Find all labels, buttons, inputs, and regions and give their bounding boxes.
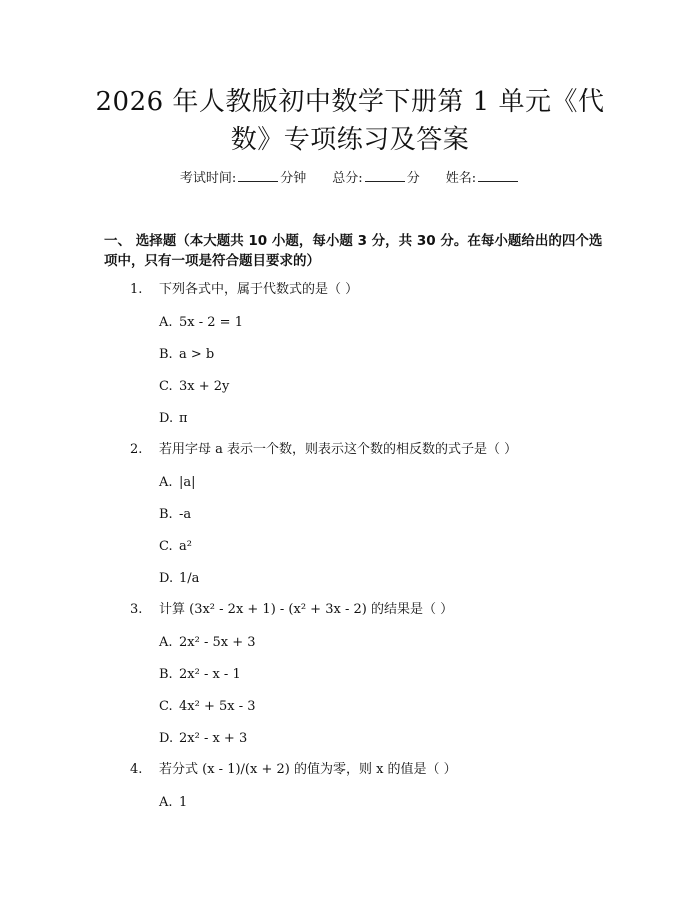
option	[159, 793, 187, 813]
option	[159, 345, 214, 365]
question-number: 3.	[130, 602, 143, 617]
question-text: 下列各式中，属于代数式的是（ ）	[159, 282, 359, 297]
option-text: π	[179, 411, 188, 426]
option-text: 1	[179, 795, 188, 810]
option-text: 2x² - 5x + 3	[179, 635, 256, 650]
option	[159, 697, 256, 717]
question-text: 计算 (3x² - 2x + 1) - (x² + 3x - 2) 的结果是（ ）	[159, 602, 454, 617]
exam-meta	[0, 168, 700, 189]
option	[159, 473, 196, 493]
question-text: 若分式 (x - 1)/(x + 2) 的值为零，则 x 的值是（ ）	[159, 762, 457, 777]
option-text: |a|	[179, 475, 196, 490]
question-number: 4.	[130, 762, 143, 777]
option-text: a > b	[179, 347, 215, 362]
option-label: A.	[159, 315, 173, 330]
option-label: C.	[159, 379, 173, 394]
option-label: C.	[159, 699, 173, 714]
option-label: D.	[159, 571, 174, 586]
time-label: 考试时间:	[179, 171, 237, 186]
page-title-line-2: 数》专项练习及答案	[230, 125, 470, 155]
option	[159, 665, 241, 685]
question-number: 1.	[130, 282, 143, 297]
option-text: 5x - 2 = 1	[179, 315, 243, 330]
option	[159, 409, 188, 429]
option	[159, 729, 247, 749]
option-label: A.	[159, 795, 173, 810]
question-text: 若用字母 a 表示一个数，则表示这个数的相反数的式子是（ ）	[159, 442, 518, 457]
option-text: 3x + 2y	[179, 379, 230, 394]
option-label: B.	[159, 667, 173, 682]
option-label: B.	[159, 347, 173, 362]
option-text: 1/a	[179, 571, 200, 586]
option-label: C.	[159, 539, 173, 554]
question-number: 2.	[130, 442, 143, 457]
option	[159, 313, 243, 333]
time-unit: 分钟	[280, 171, 307, 186]
name-blank	[478, 168, 518, 182]
option	[159, 505, 191, 525]
option-text: 2x² - x + 3	[179, 731, 248, 746]
option-label: A.	[159, 635, 173, 650]
option	[159, 537, 192, 557]
option-label: B.	[159, 507, 173, 522]
option-label: D.	[159, 411, 174, 426]
section-heading-line-2: 项中，只有一项是符合题目要求的）	[104, 253, 320, 269]
option-text: a²	[179, 539, 192, 554]
name-label: 姓名:	[445, 171, 477, 186]
option-label: A.	[159, 475, 173, 490]
score-label: 总分:	[332, 171, 363, 186]
section-heading-line-1: 一、 选择题（本大题共 10 小题，每小题 3 分，共 30 分。在每小题给出的四个选	[104, 233, 603, 249]
option	[159, 569, 199, 589]
page-title-line-1: 2026 年人教版初中数学下册第 1 单元《代	[95, 87, 605, 117]
option-label: D.	[159, 731, 174, 746]
score-blank	[365, 168, 405, 182]
option-text: -a	[179, 507, 192, 522]
option-text: 2x² - x - 1	[179, 667, 241, 682]
option	[159, 377, 229, 397]
time-blank	[238, 168, 278, 182]
option	[159, 633, 256, 653]
score-unit: 分	[406, 171, 420, 186]
option-text: 4x² + 5x - 3	[179, 699, 256, 714]
